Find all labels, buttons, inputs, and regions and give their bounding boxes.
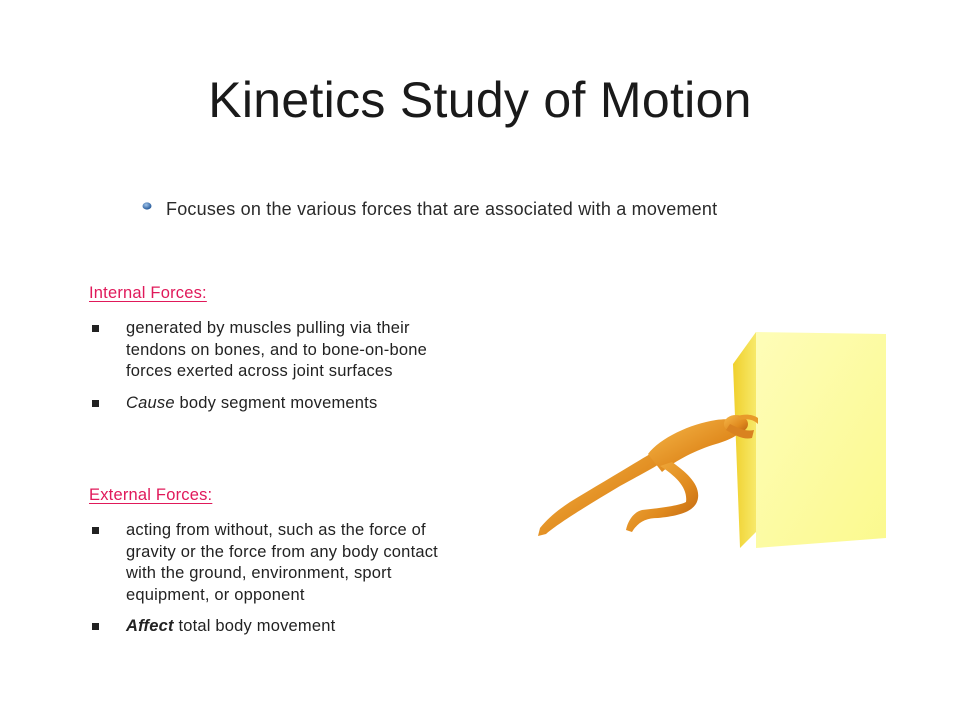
box-side-face (733, 332, 756, 548)
subtitle-text: Focuses on the various forces that are associated with a movement (166, 198, 718, 219)
figure-back-leg (538, 454, 662, 536)
square-bullet-icon (92, 325, 99, 332)
internal-item-emphasis: Cause (126, 393, 175, 412)
box-front-face (756, 332, 886, 548)
internal-forces-list (89, 318, 469, 424)
list-item (89, 318, 469, 383)
external-item-text: total body movement (173, 617, 336, 635)
list-item (89, 520, 469, 606)
bullet-icon (142, 201, 152, 211)
square-bullet-icon (92, 527, 99, 534)
external-item-emphasis: Affect (126, 617, 174, 635)
external-forces-list (89, 520, 469, 648)
list-item (89, 616, 469, 638)
square-bullet-icon (92, 623, 99, 630)
square-bullet-icon (92, 400, 99, 407)
internal-item-text: generated by muscles pulling via their tendons on bones, and to bone-on-bone forces exerted across joint surfaces (126, 319, 427, 380)
internal-forces-heading: Internal Forces: (89, 284, 207, 302)
subtitle-row (142, 196, 717, 222)
external-item-text: acting from without, such as the force of gravity or the force from any body contact with the ground, environment, sport equipment, or opponent (126, 521, 438, 604)
external-forces-heading: External Forces: (89, 486, 213, 504)
internal-item-text: body segment movements (174, 393, 378, 412)
slide-title: Kinetics Study of Motion (208, 72, 752, 128)
person-pushing-wall-icon (530, 326, 896, 556)
list-item (89, 393, 469, 415)
